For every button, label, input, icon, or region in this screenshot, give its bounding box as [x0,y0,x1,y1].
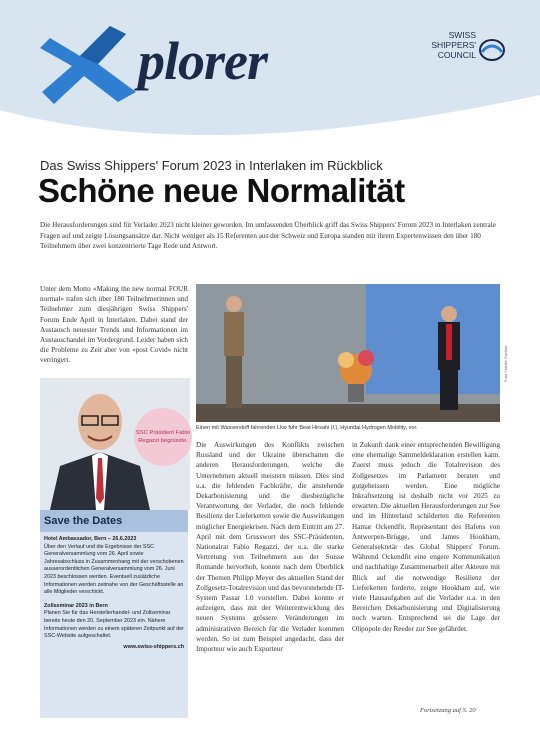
quote-bubble: SSC Präsident Fabio Regazzi begrüsste. [134,408,192,466]
event-photo [196,284,500,422]
masthead [0,0,540,150]
date-item-2-heading: Zollseminar 2023 in Bern [44,602,108,609]
event-photo-image [196,284,500,422]
article-column-1: Unter dem Motto «Making the new normal FOUR normal» trafen sich über 180 Teilnehmerinnen und Teilnehmer zum diesjährigen Swiss Shippers' Forum Ende April in Interlaken. Dabei stand der Austausch neuester Trends und Informationen im Austauschandel im Vordergrund. Leider haben sich die Probleme zu Zeit aber von «post Covid» nicht verringert. [40,285,188,365]
article-headline: Schöne neue Normalität [38,172,405,209]
council-logo-icon [478,38,506,62]
save-the-dates-body [44,536,184,651]
date-item-1-text: Über den Verlauf und die Ergebnisse der SSC Generalversammlung vom 26. April sowie Jahresabschluss in Zusammenhang mit der verschobenen ausserordentlichen Generalversammlung vom 26. Juni 2023 beschlossen werden. Eventuell zusätzliche Informationen werden zeitnahe von der Geschäftsstelle an alle Mitglieder verschickt. [44,543,184,596]
save-the-dates-box [40,510,188,718]
website-link[interactable]: www.swiss-shippers.ch [123,643,184,650]
council-name: SWISS SHIPPERS' COUNCIL [431,30,476,60]
article-column-2: Die Auswirkungen des Konflikts zwischen Russland und der Ukraine überschatten die anderen Herausforderungen, welche die Unternehmen aktuell meistern müssen. Dies sind u.a. die fehlenden Fachkräfte, die anstehende Dekarbonisierung und die diesbezügliche Verantwortung der Verlader, die noch fehlende Resilienz der Lieferketten sowie die Auswirkungen möglicher Energiekrisen. Nach dem Eintritt am 27. April mit dem Grusswort des SSC-Präsidenten, Nationalrat Fabio Regazzi, der u.a. die starke Vertretung von Teilnehmern aus der Suisse Romande hervorhob, konnte nach dem Überblick der Themen Philipp Meyer des aktuellen Stand der Zollgesetz-Totalrevision und das bevorstehende IT-System Passar 1.0 vorstellen. Dabei konnte er aufzeigen, dass mit der Weiterentwicklung des neuen Systems grössere Veränderungen im administrativen Bereich für die Verlader kommen werden. So ist zum Beispiel angedacht, dass der Importeur wie auch Exporteur [196,441,344,654]
date-item-1-heading: Hotel Ambassador, Bern – 26.6.2023 [44,536,137,542]
save-the-dates-title: Save the Dates [40,510,188,532]
article-column-3: in Zukunft dank einer entsprechenden Bewilligung eine ehemalige Sammeldeklaration erstellen kann. Zuerst muss jedoch die Totalrevision des Zollgesetzes im Parlament beraten und gutgeheissen werden. Eine mögliche Inkraftsetzung ist deshalb nicht vor 2025 zu erwarten. Die aktuellen Herausforderungen zur See und im Hinterland schilderten die Referenten Hamar Ockendfit, Repräsentant des Hafens von Antwerpen-Brügge, und James Hookham, Generalsekretär des Global Shippers' Forum. Während Ockendfit eine engere Kommunikation und nachhaltige Zusammenarbeit aller Akteure mit Blick auf die notwendige Resilienz der Lieferketten forderte, zeigte Hookham auf, wie viele Hausaufgaben auf die Verlader u.a. in den Bereichen Dekarbonisierung und Digitalisierung noch warten. Entsprechend sei die Lage der Olipopole der Reeder zur See gefährdet. [352,441,500,633]
article-kicker: Das Swiss Shippers' Forum 2023 in Interlaken im Rückblick [40,158,383,173]
continuation-note: Fortsetzung auf S. 20 [420,707,476,714]
photo-credit: Foto: Hauke Gartner [503,345,508,382]
x-logo-icon [40,18,150,108]
article-lead: Die Herausforderungen sind für Verlader 2023 nicht kleiner geworden. Im umfassenden Überblick griff das Swiss Shippers' Forum 2023 in Interlaken zentrale Fragen auf und zeigte Lösungsansätze dar. Nicht weniger als 15 Referenten aus der Schweiz und Europa standen mit ihrem Expertenwissen den über 180 Teilnehmern über zwei konzentrierte Tage Rede und Antwort. [40,221,496,250]
magazine-title: plorer [138,31,267,91]
date-item-2-text: Planen Sie für das Herstellerhandel- und Zollseminar bereits heute den 20. September 2023 ein. Nähere Informationen werden zu einem späteren Zeitpunkt auf der SSC-Website aufgeschaltet. [44,610,184,640]
photo-caption: Einen mit Wasserstoff fahrenden Lkw fuhr Beat Hirsahi (l.), Hyundai Hydrogen Mobility, vor. [196,425,418,431]
